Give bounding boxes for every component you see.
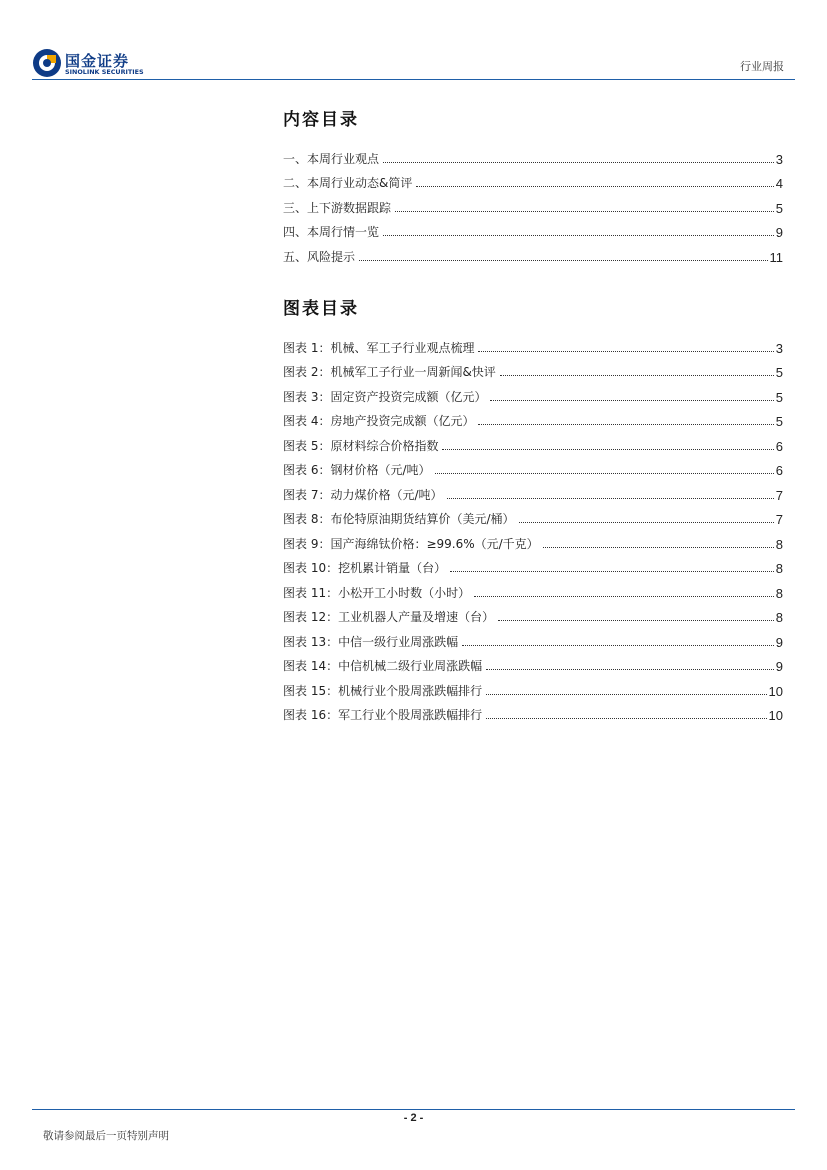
dot-leader (500, 375, 774, 376)
figure-item-page: 8 (775, 610, 783, 625)
dot-leader (486, 694, 766, 695)
figure-item-page: 8 (775, 585, 783, 601)
dot-leader (519, 522, 774, 523)
dot-leader (359, 260, 767, 261)
figure-item-label: 图表 1：机械、军工子行业观点梳理 (283, 340, 475, 355)
figure-item-label: 图表 13：中信一级行业周涨跌幅 (283, 634, 459, 649)
figure-item-page: 9 (775, 634, 783, 650)
logo-english-name: SINOLINK SECURITIES (65, 68, 144, 76)
figure-item[interactable] (283, 331, 783, 356)
figure-item[interactable] (283, 576, 783, 601)
figure-item[interactable] (283, 650, 783, 675)
contents-item[interactable] (283, 167, 783, 192)
figure-item-label: 图表 3：固定资产投资完成额（亿元） (283, 389, 487, 404)
contents-item[interactable] (283, 191, 783, 216)
figure-item-page: 8 (775, 536, 783, 552)
figure-item-page: 6 (775, 438, 783, 454)
figure-item-page: 5 (775, 389, 783, 405)
contents-item-page: 9 (775, 225, 783, 240)
figure-item[interactable] (283, 601, 783, 626)
figure-item[interactable] (283, 552, 783, 577)
dot-leader (462, 645, 774, 646)
figure-item-page: 9 (775, 659, 783, 674)
dot-leader (447, 498, 774, 499)
figure-item[interactable] (283, 478, 783, 503)
dot-leader (486, 669, 774, 670)
dot-leader (395, 211, 774, 212)
contents-item-label: 四、本周行情一览 (283, 225, 380, 239)
figure-item-page: 7 (775, 487, 783, 503)
contents-item[interactable] (283, 142, 783, 167)
figure-item-label: 图表 5：原材料综合价格指数 (283, 438, 439, 453)
dot-leader (383, 162, 774, 163)
contents-title: 内容目录 (283, 110, 359, 130)
contents-item-label: 二、本周行业动态&简评 (283, 176, 413, 190)
figure-item[interactable] (283, 405, 783, 430)
page-number: - 2 - (403, 1112, 424, 1124)
figure-item[interactable] (283, 454, 783, 479)
figure-item[interactable] (283, 356, 783, 381)
header-divider (32, 79, 795, 80)
figure-item[interactable] (283, 699, 783, 724)
figure-item-label: 图表 12：工业机器人产量及增速（台） (283, 610, 495, 624)
logo-chinese-name: 国金证券 (65, 52, 130, 70)
figure-item-label: 图表 6：钢材价格（元/吨） (283, 463, 431, 477)
figure-item-label: 图表 15：机械行业个股周涨跌幅排行 (283, 683, 483, 698)
dot-leader (383, 235, 774, 236)
figure-item-label: 图表 8：布伦特原油期货结算价（美元/桶） (283, 512, 515, 526)
dot-leader (450, 571, 774, 572)
figure-item-page: 6 (775, 463, 783, 478)
figure-item-page: 10 (768, 683, 783, 699)
dot-leader (416, 186, 773, 187)
contents-item-page: 5 (775, 200, 783, 216)
dot-leader (478, 424, 773, 425)
dot-leader (498, 620, 774, 621)
figure-item-label: 图表 16：军工行业个股周涨跌幅排行 (283, 708, 483, 722)
dot-leader (442, 449, 773, 450)
figure-item[interactable] (283, 674, 783, 699)
contents-list (283, 142, 783, 265)
dot-leader (435, 473, 774, 474)
contents-item-page: 3 (775, 151, 783, 167)
contents-item[interactable] (283, 240, 783, 265)
figure-item-label: 图表 7：动力煤价格（元/吨） (283, 487, 443, 502)
figure-item[interactable] (283, 625, 783, 650)
dot-leader (478, 351, 773, 352)
figure-item[interactable] (283, 503, 783, 528)
figure-item[interactable] (283, 380, 783, 405)
figure-item-label: 图表 9：国产海绵钛价格：≥99.6%（元/千克） (283, 536, 539, 551)
dot-leader (474, 596, 774, 597)
footer-disclaimer: 敬请参阅最后一页特别声明 (43, 1130, 169, 1142)
figure-item-page: 10 (768, 708, 783, 723)
dot-leader (490, 400, 773, 401)
sinolink-logo-icon (32, 48, 62, 78)
figures-title: 图表目录 (283, 299, 359, 319)
footer-divider (32, 1109, 795, 1110)
figure-item-page: 7 (775, 512, 783, 527)
figure-item-label: 图表 2：机械军工子行业一周新闻&快评 (283, 365, 496, 379)
contents-item-page: 11 (769, 249, 783, 265)
figure-item-label: 图表 10：挖机累计销量（台） (283, 561, 447, 575)
contents-item-label: 三、上下游数据跟踪 (283, 200, 392, 215)
figure-item-page: 5 (775, 414, 783, 429)
figure-item-page: 8 (775, 561, 783, 576)
figures-section (283, 297, 783, 723)
contents-item-label: 一、本周行业观点 (283, 151, 380, 166)
figure-item-label: 图表 11：小松开工小时数（小时） (283, 585, 471, 600)
figure-item[interactable] (283, 429, 783, 454)
dot-leader (486, 718, 766, 719)
figure-item-page: 5 (775, 365, 783, 380)
figure-item-label: 图表 4：房地产投资完成额（亿元） (283, 414, 475, 428)
figure-item-label: 图表 14：中信机械二级行业周涨跌幅 (283, 659, 483, 673)
figure-item[interactable] (283, 527, 783, 552)
contents-item-label: 五、风险提示 (283, 249, 356, 264)
contents-item[interactable] (283, 216, 783, 241)
contents-item-page: 4 (775, 176, 783, 191)
figure-item-page: 3 (775, 340, 783, 356)
contents-section (283, 108, 783, 265)
company-logo (32, 46, 162, 80)
report-type-label: 行业周报 (740, 60, 784, 73)
figures-list (283, 331, 783, 723)
dot-leader (543, 547, 774, 548)
